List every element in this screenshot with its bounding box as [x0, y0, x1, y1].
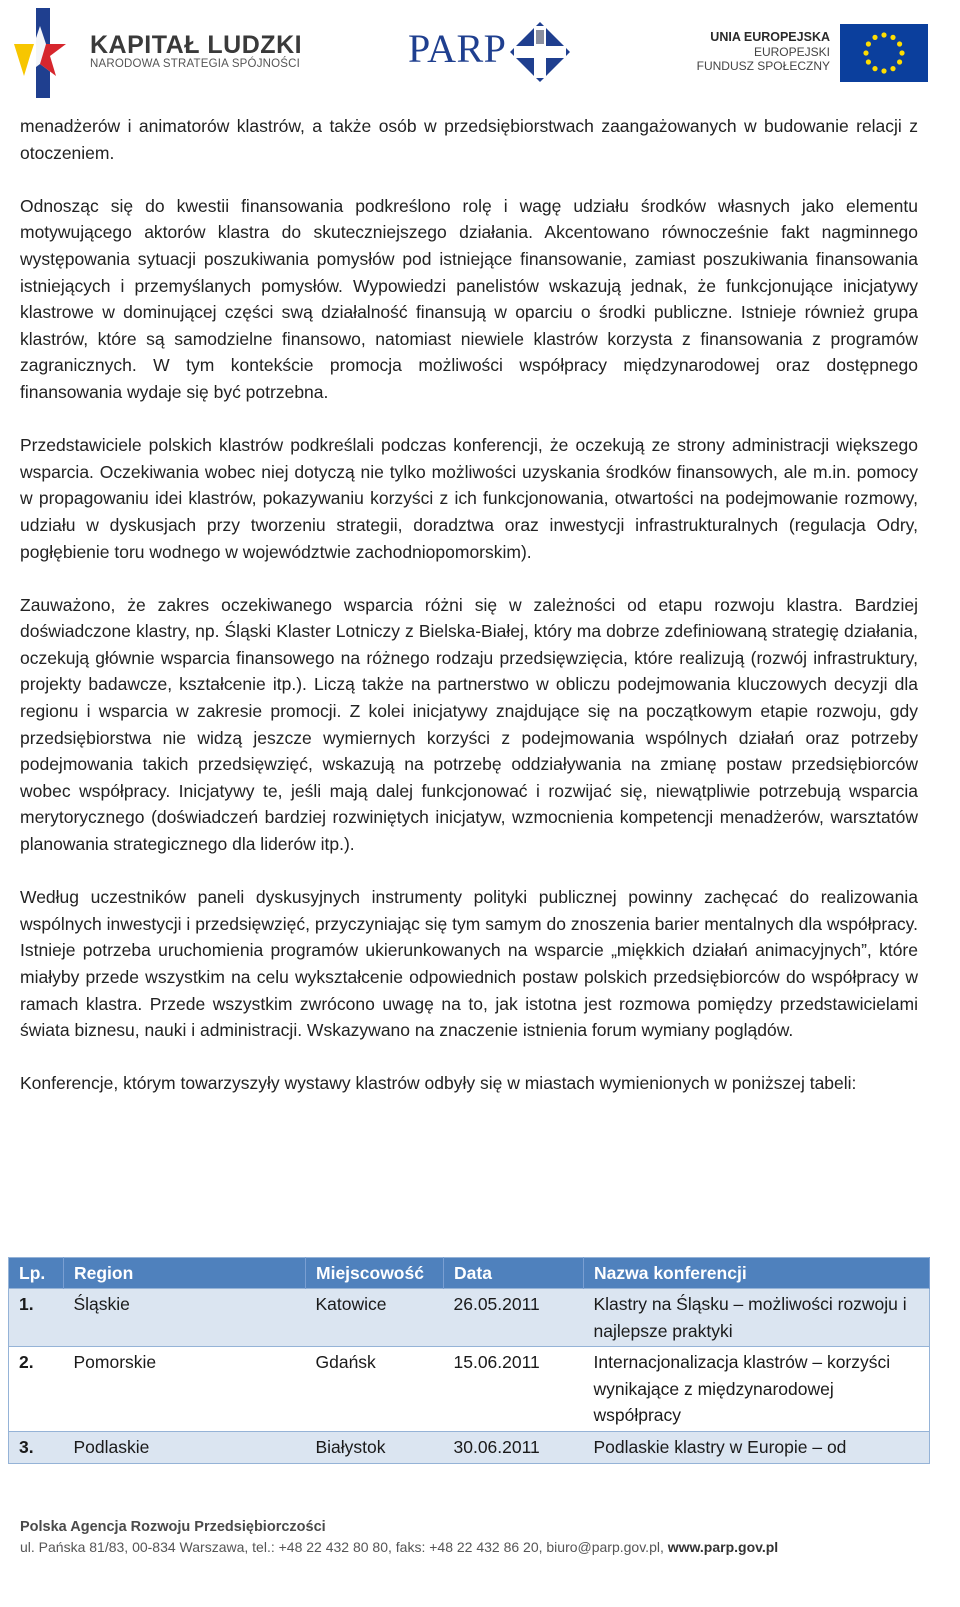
col-header-region: Region — [64, 1258, 306, 1289]
eu-flag-icon — [840, 24, 928, 82]
cell-city: Gdańsk — [306, 1347, 444, 1432]
col-header-city: Miejscowość — [306, 1258, 444, 1289]
parp-logo — [408, 20, 506, 78]
cell-region: Pomorskie — [64, 1347, 306, 1432]
col-header-date: Data — [444, 1258, 584, 1289]
footer-contact — [20, 1536, 940, 1558]
cell-conference: Internacjonalizacja klastrów – korzyści wynikające z międzynarodowej współpracy — [584, 1347, 930, 1432]
cell-date: 15.06.2011 — [444, 1347, 584, 1432]
eu-line1: UNIA EUROPEJSKA — [710, 30, 830, 44]
table-row — [9, 1347, 930, 1432]
paragraph-2: Odnosząc się do kwestii finansowania podkreślono rolę i wagę udziału środków własnych jako elementu motywującego aktorów klastra do skuteczniejszego działania. Akcentowano równocześnie fakt nagminnego występowania sytuacji poszukiwania pomysłów pod istniejące finansowanie, zamiast poszukiwania finansowania istniejących i przemyślanych pomysłów. Wypowiedzi panelistów wskazują jednak, że funkcjonujące inicjatywy klastrowe w dominującej części swą działalność finansują w oparciu o środki publiczne. Istnieje również grupa klastrów, które są samodzielne finansowo, natomiast niewiele klastrów korzysta z finansowania z programów zagranicznych. W tym kontekście promocja możliwości współpracy międzynarodowej oraz dostępnego finansowania wydaje się być potrzebna. — [20, 195, 918, 402]
kapital-ludzki-star-icon — [10, 6, 70, 98]
page-header — [0, 0, 960, 110]
page-footer — [20, 1518, 940, 1558]
parp-wordmark: PARP — [408, 26, 507, 71]
kl-subtitle: NARODOWA STRATEGIA SPÓJNOŚCI — [90, 58, 301, 70]
cell-region: Podlaskie — [64, 1431, 306, 1463]
cell-city: Białystok — [306, 1431, 444, 1463]
kapital-ludzki-logo — [90, 32, 302, 70]
footer-org-name: Polska Agencja Rozwoju Przedsiębiorczości — [20, 1519, 326, 1535]
paragraph-4: Zauważono, że zakres oczekiwanego wsparcia różni się w zależności od etapu rozwoju klastra. Bardziej doświadczone klastry, np. Śląski Klaster Lotniczy z Bielska-Białej, który ma dobrze zdefiniowaną strategię działania, oczekują głównie wsparcia finansowego na różnego rodzaju przedsięwzięcia, które realizują (rozwój infrastruktury, projekty badawcze, kształcenie itp.). Liczą także na partnerstwo w obliczu podejmowania kluczowych decyzji dla regionu i wsparcia w zakresie promocji. Z kolei inicjatywy znajdujące się na początkowym etapie rozwoju, gdy przedsiębiorstwa nie widzą jeszcze wymiernych korzyści z podejmowania wspólnych działań oraz potrzeby podejmowania takich przedsięwzięć, wskazują na potrzebę oddziaływania na zmianę postaw przedsiębiorców wobec współpracy. Inicjatywy te, jeśli mają dalej funkcjonować i rozwijać się, niewątpliwie potrzebują wsparcia merytorycznego (doświadczeń bardziej rozwiniętych inicjatyw, wzmocnienia kompetencji menadżerów, warsztatów planowania strategicznego dla liderów itp.). — [20, 594, 918, 855]
cell-conference: Klastry na Śląsku – możliwości rozwoju i najlepsze praktyki — [584, 1289, 930, 1347]
table-row — [9, 1289, 930, 1347]
paragraph-6: Konferencje, którym towarzyszyły wystawy klastrów odbyły się w miastach wymienionych w poniższej tabeli: — [20, 1073, 857, 1094]
col-header-conference: Nazwa konferencji — [584, 1258, 930, 1289]
eu-line3: FUNDUSZ SPOŁECZNY — [696, 59, 830, 73]
table-row — [9, 1431, 930, 1463]
kl-title: KAPITAŁ LUDZKI — [90, 31, 303, 59]
table-header-row — [9, 1258, 930, 1289]
cell-region: Śląskie — [64, 1289, 306, 1347]
cell-lp: 3. — [9, 1431, 64, 1463]
paragraph-3: Przedstawiciele polskich klastrów podkreślali podczas konferencji, że oczekują ze strony administracji większego wsparcia. Oczekiwania wobec niej dotyczą nie tylko możliwości uzyskania środków finansowych, ale m.in. pomocy w propagowaniu idei klastrów, pokazywaniu korzyści z ich funkcjonowania, otwartości na podejmowanie rozmowy, udziału w dyskusjach przy tworzeniu strategii, doradztwa oraz inwestycji infrastrukturalnych (regulacja Odry, pogłębienie toru wodnego w województwie zachodniopomorskim). — [20, 435, 918, 562]
cell-date: 30.06.2011 — [444, 1431, 584, 1463]
cell-lp: 2. — [9, 1347, 64, 1432]
cell-city: Katowice — [306, 1289, 444, 1347]
parp-mark-icon — [510, 22, 570, 82]
footer-website-link[interactable]: www.parp.gov.pl — [667, 1539, 779, 1555]
paragraph-5: Według uczestników paneli dyskusyjnych instrumenty polityki publicznej powinny zachęcać do realizowania wspólnych inwestycji i przedsięwzięć, przyczyniając się tym samym do znoszenia barier mentalnych dla współpracy. Istnieje potrzeba uruchomienia programów ukierunkowanych na wsparcie „miękkich działań animacyjnych”, które miałyby przede wszystkim na celu wykształcenie odpowiednich postaw polskich przedsiębiorców do współpracy w ramach klastra. Przede wszystkim zwrócono uwagę na to, jak istotna jest rozmowa pomiędzy przedstawicielami świata biznesu, nauki i administracji. Wskazywano na znaczenie istnienia forum wymiany poglądów. — [20, 887, 918, 1041]
conference-table — [8, 1257, 930, 1464]
cell-lp: 1. — [9, 1289, 64, 1347]
footer-address: ul. Pańska 81/83, 00-834 Warszawa, tel.: +48 22 432 80 80, faks: +48 22 432 86 20, biuro@parp.gov.pl, — [20, 1539, 664, 1555]
document-body — [20, 113, 918, 1124]
eu-line2: EUROPEJSKI — [753, 45, 830, 59]
cell-date: 26.05.2011 — [444, 1289, 584, 1347]
col-header-lp: Lp. — [9, 1258, 64, 1289]
cell-conference: Podlaskie klastry w Europie – od — [584, 1431, 930, 1463]
paragraph-1: menadżerów i animatorów klastrów, a także osób w przedsiębiorstwach zaangażowanych w budowanie relacji z otoczeniem. — [20, 116, 918, 163]
eu-logo-text — [697, 30, 830, 73]
